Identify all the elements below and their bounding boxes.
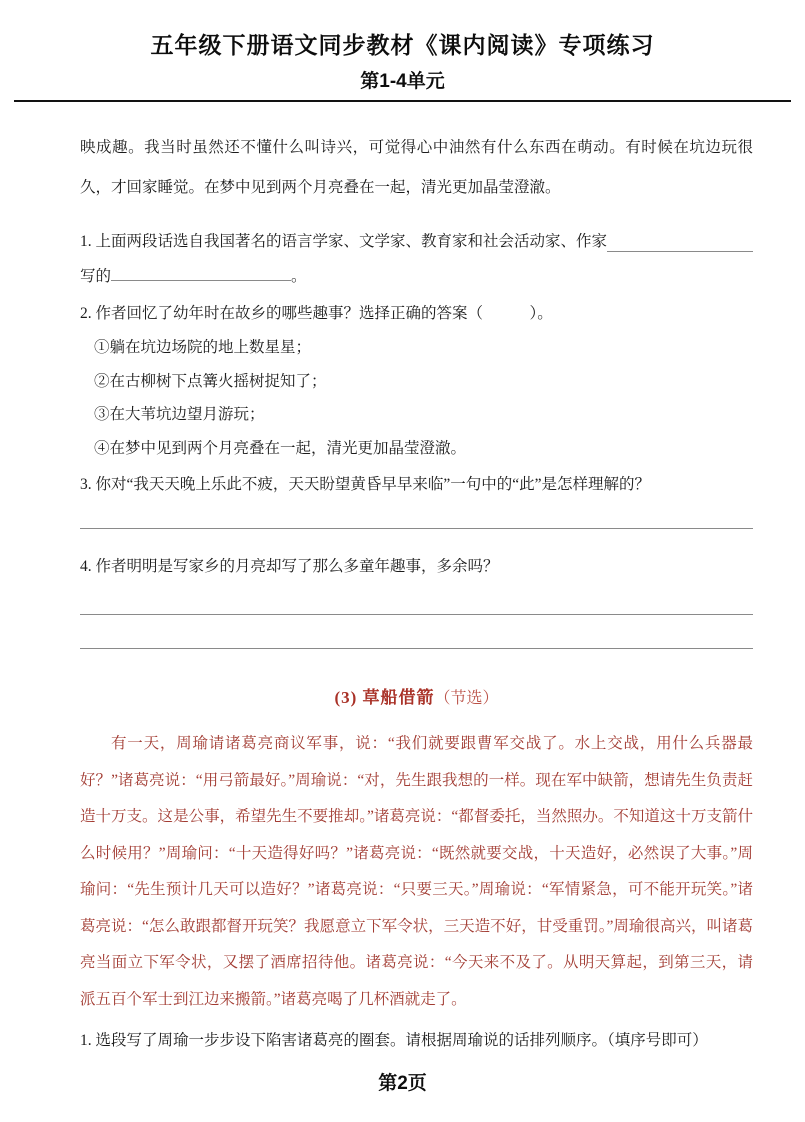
page-title: 五年级下册语文同步教材《课内阅读》专项练习 xyxy=(150,32,655,58)
section-number: (3) xyxy=(334,688,363,707)
question-1-text-2: 写的 xyxy=(80,268,112,285)
option-4: ④在梦中见到两个月亮叠在一起，清光更加晶莹澄澈。 xyxy=(94,439,467,457)
section-heading xyxy=(80,685,753,712)
question-2-options xyxy=(80,331,753,465)
section-title: 草船借箭 xyxy=(362,688,435,707)
reading-passage-continuation: 映成趣。我当时虽然还不懂什么叫诗兴，可觉得心中油然有什么东西在萌动。有时候在坑边玩很久，才回家睡觉。在梦中见到两个月亮叠在一起，清光更加晶莹澄澈。 xyxy=(80,139,753,196)
question-1 xyxy=(80,224,753,294)
section-note: （节选） xyxy=(434,690,499,707)
section-passage: 有一天，周瑜请诸葛亮商议军事，说：“我们就要跟曹军交战了。水上交战，用什么兵器最好？”诸葛亮说：“用弓箭最好。”周瑜说：“对，先生跟我想的一样。现在军中缺箭，想请先生负责赶造十万支。这是公事，希望先生不要推却。”诸葛亮说：“都督委托，当然照办。不知道这十万支箭什么时候用？”周瑜问：“十天造得好吗？”诸葛亮说：“既然就要交战，十天造好，必然误了大事。”周瑜问：“先生预计几天可以造好？”诸葛亮说：“只要三天。”周瑜说：“军情紧急，可不能开玩笑。”诸葛亮说：“怎么敢跟都督开玩笑？我愿意立下军令状，三天造不好，甘受重罚。”周瑜很高兴，叫诸葛亮当面立下军令状，又摆了酒席招待他。诸葛亮说：“今天来不及了。从明天算起，到第三天，请派五百个军士到江边来搬箭。”诸葛亮喝了几杯酒就走了。 xyxy=(80,735,753,1008)
period: 。 xyxy=(291,268,307,285)
question-3: 3. 你对“我天天晚上乐此不疲，天天盼望黄昏早早来临”一句中的“此”是怎样理解的？ xyxy=(80,476,651,493)
option-2: ②在古柳树下点篝火摇树捉知了； xyxy=(94,372,327,390)
page-header xyxy=(0,0,805,102)
option-1: ①躺在坑边场院的地上数星星； xyxy=(94,339,312,356)
question-1-text: 1. 上面两段话选自我国著名的语言学家、文学家、教育家和社会活动家、作家 xyxy=(80,233,608,250)
question-4: 4. 作者明明是写家乡的月亮却写了那么多童年趣事，多余吗？ xyxy=(80,558,499,575)
section-question-1: 1. 选段写了周瑜一步步设下陷害诸葛亮的圈套。请根据周瑜说的话排列顺序。（填序号即可） xyxy=(80,1032,708,1049)
header-divider xyxy=(14,100,791,102)
question-1-line-2 xyxy=(80,259,753,294)
page-subtitle: 第1-4单元 xyxy=(360,71,445,92)
question-2: 2. 作者回忆了幼年时在故乡的哪些趣事？选择正确的答案（ ）。 xyxy=(80,305,553,322)
answer-blank xyxy=(607,224,753,252)
answer-line xyxy=(80,528,753,529)
worksheet-body xyxy=(80,128,753,1058)
answer-blank xyxy=(111,279,291,281)
question-1-line-1 xyxy=(80,224,753,259)
option-3: ③在大苇坑边望月游玩； xyxy=(94,406,265,423)
answer-line xyxy=(80,648,753,649)
answer-line xyxy=(80,614,753,615)
page-number: 第2页 xyxy=(378,1073,427,1094)
